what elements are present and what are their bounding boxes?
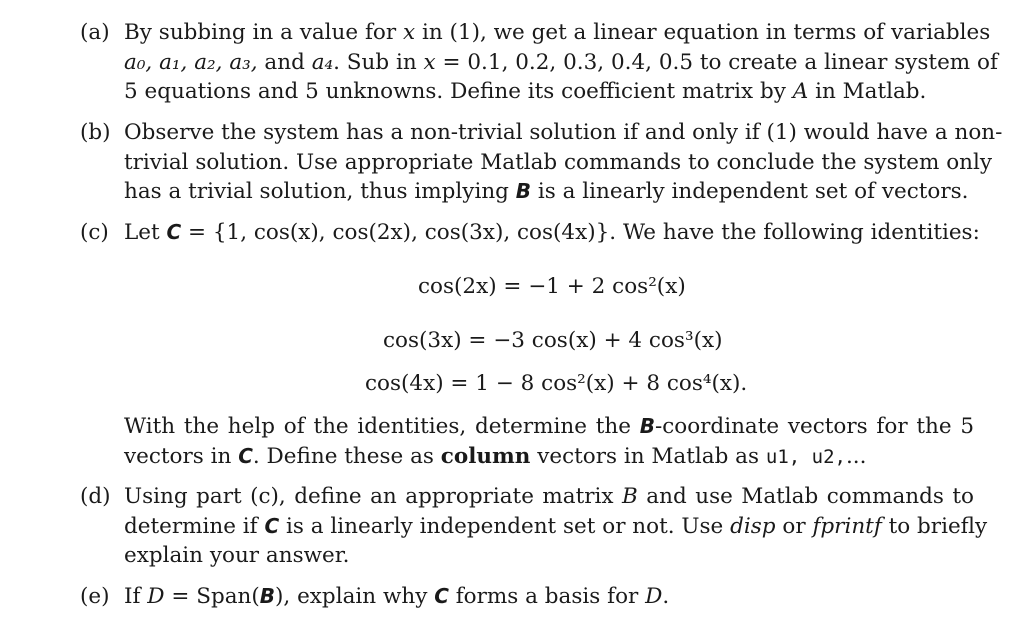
part-b-text [124, 118, 1003, 207]
part-e-label: (e) [80, 584, 110, 609]
part-e-text [124, 582, 974, 612]
part-d-line-1: Using part (c), define an appropriate matrix B and use Matlab commands to [124, 484, 974, 509]
part-e-line-1: If D = Span(B), explain why C forms a basis for D. [124, 584, 670, 609]
part-c-line-3: vectors in C. Define these as column vectors in Matlab as u1, u2,... [124, 443, 867, 469]
part-c-line-2: With the help of the identities, determine the B-coordinate vectors for the 5 [124, 414, 975, 439]
part-d-line-3: explain your answer. [124, 543, 350, 568]
part-a-line-3: 5 equations and 5 unknowns. Define its coefficient matrix by A in Matlab. [124, 79, 927, 104]
part-b-line-1: Observe the system has a non-trivial solution if and only if (1) would have a non- [124, 120, 1003, 145]
part-a-text [124, 18, 998, 107]
part-c-text [124, 218, 980, 248]
part-a-line-1: By subbing in a value for x in (1), we get a linear equation in terms of variables [124, 20, 991, 45]
part-c-line-1: Let C = {1, cos(x), cos(2x), cos(3x), cos(4x)}. We have the following identities: [124, 220, 980, 245]
part-a-line-2: a₀, a₁, a₂, a₃, and a₄. Sub in x = 0.1, 0.2, 0.3, 0.4, 0.5 to create a linear system of [124, 49, 998, 75]
part-d-label: (d) [80, 484, 111, 509]
part-a-label: (a) [80, 20, 110, 45]
part-b-line-3: has a trivial solution, thus implying B is a linearly independent set of vectors. [124, 179, 969, 204]
part-b-line-2: trivial solution. Use appropriate Matlab commands to conclude the system only [124, 149, 993, 175]
part-c-label: (c) [80, 220, 109, 245]
part-d-text [124, 482, 988, 571]
problem-page: (a) By subbing in a value for x in (1), we get a linear equation in terms of variables a₀, a₁, a₂, a₃, and a₄. Sub in x = 0.1, 0.2, 0.3, 0.4, 0.5 to create a linear system of 5 equations and 5 unknowns. Define its coefficient matrix by A in Matlab. (b) Observe the system has a non-trivial solution if and only if (1) would have a non- trivial solution. Use appropriate Matlab commands to conclude the system only has a trivial solution, thus implying B is a linearly independent set of vectors. (c) Let C = {1, cos(x), cos(2x), cos(3x), cos(4x)}. We have the following identities: cos(2x) = −1 + 2 cos²(x) cos(3x) = −3 cos(x) + 4 cos³(x) cos(4x) = 1 − 8 cos²(x) + 8 cos⁴(x). With the help of the identities, determine the B-coordinate vectors for the 5 vectors in C. Define these as column vectors in Matlab as u1, u2,... (d) Using part (c), define an appropriate matrix B and use Matlab commands to determine if C is a linearly independent set or not. Use disp or fprintf to briefly explain your answer. (e) If D = Span(B), explain why C forms a basis for D. [0, 0, 1024, 636]
part-b-label: (b) [80, 120, 111, 145]
part-c-text-2 [124, 412, 974, 472]
part-d-line-2: determine if C is a linearly independent set or not. Use disp or fprintf to briefly [124, 513, 988, 539]
